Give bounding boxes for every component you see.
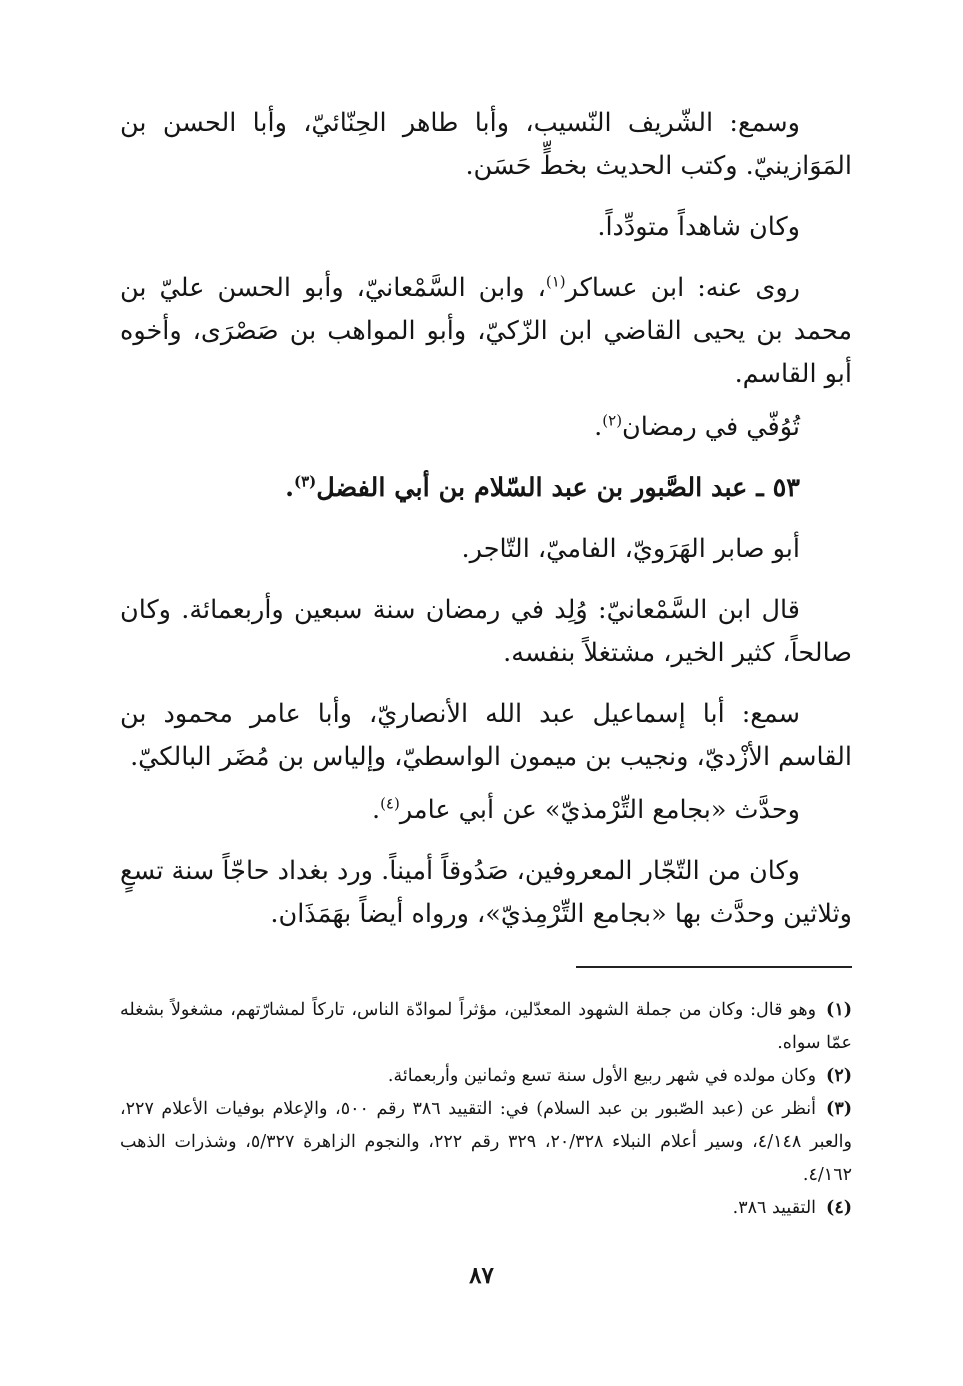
paragraph-died-text: تُوُفّي في رمضان: [622, 412, 800, 442]
footnote-4: [120, 1192, 852, 1225]
footnote-divider: [576, 966, 852, 968]
paragraph-narrated: [120, 267, 852, 396]
footnote-number: (٢): [826, 1066, 852, 1086]
paragraph-born: قال ابن السَّمْعانيّ: وُلِد في رمضان سنة سبعين وأربعمائة. وكان صالحاً، كثير الخير، مشتغلاً بنفسه.: [120, 595, 852, 668]
paragraph-narrated-jami-text: وحدَّث «بجامع التِّرْمذيّ» عن أبي عامر: [399, 795, 800, 825]
footnote-2: [120, 1060, 852, 1093]
footnote-ref-1[interactable]: (١): [545, 272, 566, 291]
paragraph-narrated-jami-end: .: [371, 795, 381, 825]
footnote-text: وكان مولده في شهر ربيع الأول سنة تسع وثمانين وأربعمائة.: [387, 1066, 817, 1086]
paragraph-died: [120, 406, 852, 449]
paragraph-died-end: .: [594, 412, 603, 442]
paragraph-narrated-end: ، وابن السَّمْعانيّ، وأبو الحسن عليّ بن محمد بن يحيى القاضي ابن الزّكيّ، وأبو المواهب بن صَصْرَى، وأخوه أبو القاسم.: [120, 273, 852, 389]
footnote-ref-3[interactable]: (٣): [293, 472, 317, 491]
footnote-1: [120, 994, 852, 1060]
footnote-3: [120, 1093, 852, 1192]
footnote-text: وهو قال: وكان من جملة الشهود المعدّلين، مؤثراً لموادّة الناس، تاركاً لمشارّتهم، مشغولاً بشغله عمّا سواه.: [120, 1000, 852, 1053]
entry-heading-text: ٥٣ ـ عبد الصَّبور بن عبد السّلام بن أبي الفضل: [316, 473, 800, 503]
footnote-ref-2[interactable]: (٢): [602, 411, 623, 430]
main-text: [120, 102, 852, 936]
footnotes: [120, 994, 852, 1225]
footnote-ref-4[interactable]: (٤): [380, 794, 400, 813]
paragraph-kunya: أبو صابر الهَرَويّ، الفاميّ، التّاجر.: [461, 534, 800, 564]
paragraph-merchants: وكان من التّجّار المعروفين، صَدُوقاً أميناً. ورد بغداد حاجّاً سنة تسعٍ وثلاثين وحدَّث بها «بجامع التِّرْمِذيّ»، ورواه أيضاً بهَمَذَان.: [120, 856, 852, 929]
page-number: ٨٧: [469, 1262, 494, 1289]
paragraph-narrated-start: روى عنه: ابن عساكر: [565, 273, 800, 303]
footnote-text: التقييد ٣٨٦.: [732, 1198, 817, 1218]
footnote-number: (١): [826, 1000, 853, 1020]
paragraph-narrated-jami: [120, 789, 852, 832]
paragraph-heard: وسمع: الشّريف النّسيب، وأبا طاهر الحِنّائيّ، وأبا الحسن بن المَوَازينيّ. وكتب الحديث بخطٍّ حَسَن.: [120, 108, 852, 181]
entry-heading-end: .: [285, 473, 294, 503]
footnote-number: (٣): [826, 1099, 853, 1119]
entry-heading: [120, 467, 852, 510]
footnote-text: أنظر عن (عبد الصّبور بن عبد السلام) في: التقييد ٣٨٦ رقم ٥٠٠، والإعلام بوفيات الأعلام ٢٢٧، والعبر ٤/١٤٨، وسير أعلام النبلاء ٢٠/٣٢٨، ٣٢٩ رقم ٢٢٢، والنجوم الزاهرة ٥/٣٢٧، وشذرات الذهب ٤/١٦٢.: [120, 1099, 852, 1185]
paragraph-witness: وكان شاهداً متودِّداً.: [597, 212, 800, 242]
footnote-number: (٤): [826, 1198, 852, 1218]
paragraph-teachers: سمع: أبا إسماعيل عبد الله الأنصاريّ، وأبا عامر محمود بن القاسم الأزْديّ، ونجيب بن ميمون الواسطيّ، وإلياس بن مُضَر البالكيّ.: [120, 699, 852, 772]
